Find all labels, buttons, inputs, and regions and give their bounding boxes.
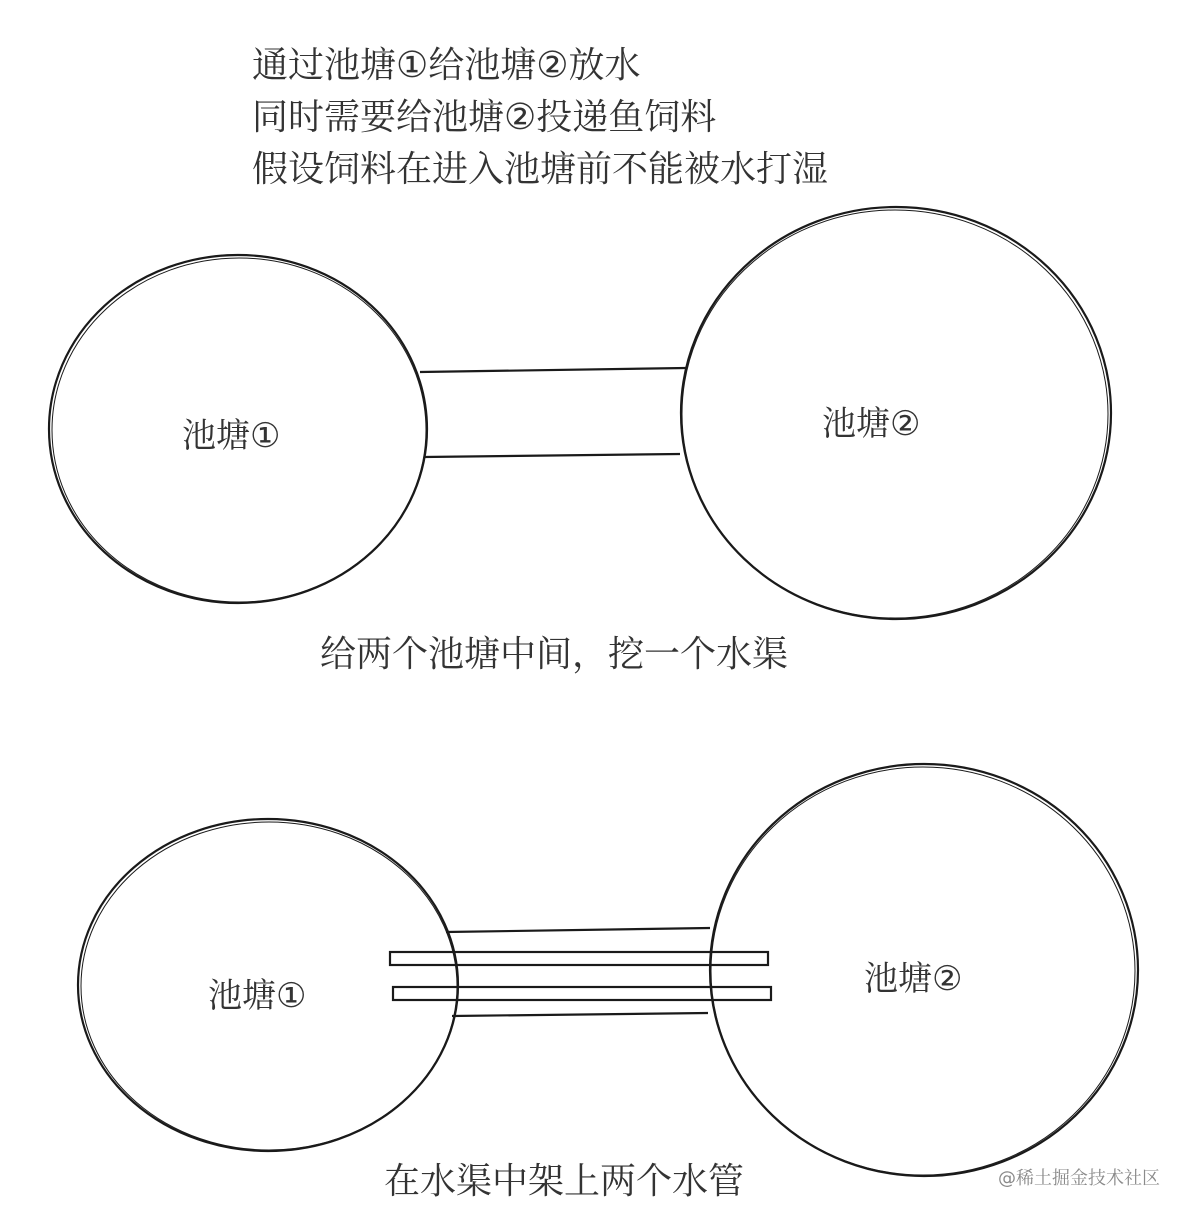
watermark: @稀土掘金技术社区 [998, 1168, 1160, 1189]
pond-2-top-label: 池塘② [822, 404, 921, 444]
channel-top-upper [420, 368, 686, 372]
channel-top-lower [424, 454, 680, 457]
channel-bottom-upper [446, 928, 710, 932]
pond-2-bottom-label: 池塘② [864, 959, 963, 999]
pond-1-bottom-label: 池塘① [208, 976, 307, 1016]
channel-bottom-lower [452, 1013, 708, 1016]
intro-line-1: 通过池塘①给池塘②放水 [252, 45, 641, 86]
pipe-lower [393, 987, 771, 1000]
pond-1-top-label: 池塘① [182, 416, 281, 456]
intro-line-3: 假设饲料在进入池塘前不能被水打湿 [252, 149, 829, 190]
intro-line-2: 同时需要给池塘②投递鱼饲料 [252, 97, 717, 138]
caption-bottom: 在水渠中架上两个水管 [384, 1161, 745, 1202]
caption-top: 给两个池塘中间，挖一个水渠 [320, 634, 789, 675]
